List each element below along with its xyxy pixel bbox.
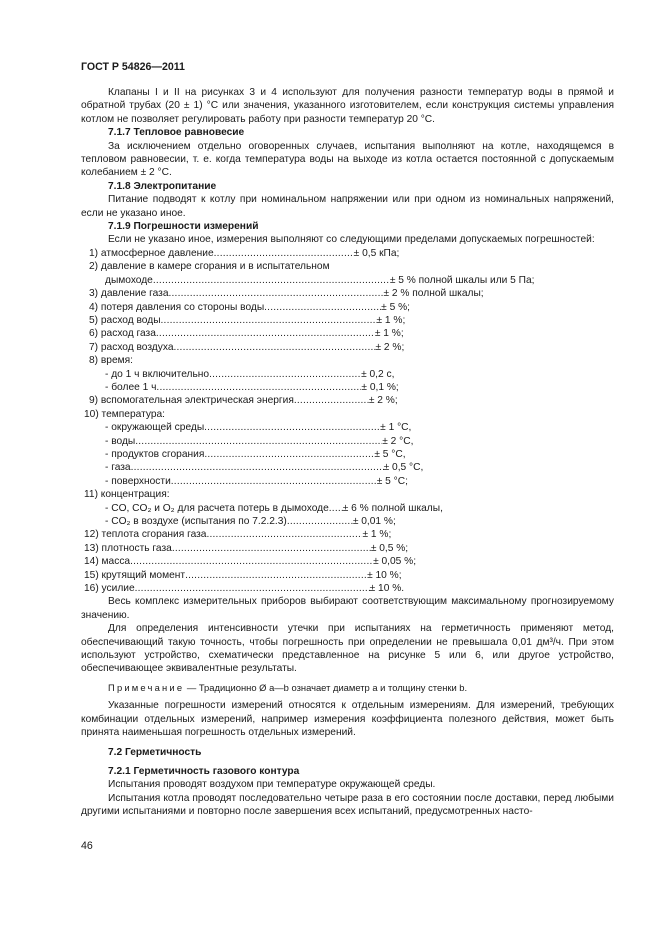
measurement-item — [81, 287, 614, 300]
dot-leader — [156, 327, 375, 340]
measurement-item — [81, 247, 614, 260]
measurement-label: 12) теплота сгорания газа — [84, 529, 207, 541]
measurement-label: 1) атмосферное давление — [89, 247, 214, 259]
dot-leader — [156, 381, 361, 394]
measurement-value: ± 1 °С, — [380, 422, 412, 434]
measurement-value: ± 2 °С, — [382, 435, 414, 447]
dot-leader — [168, 287, 383, 300]
measurement-label: - до 1 ч включительно — [105, 368, 210, 380]
measurement-value: ± 1 %; — [374, 328, 404, 340]
measurement-value: ± 0,5 °С, — [383, 462, 424, 474]
measurement-value: ± 1 %; — [376, 314, 406, 326]
dot-leader — [153, 274, 390, 287]
measurement-item — [81, 542, 614, 555]
dot-leader — [206, 528, 362, 541]
measurement-value: ± 10 %. — [369, 583, 405, 595]
measurement-value: ± 0,1 %; — [361, 381, 399, 393]
dot-leader — [161, 314, 377, 327]
heading-7-1-8: 7.1.8 Электропитание — [108, 180, 217, 192]
measurement-label: - более 1 ч — [105, 381, 157, 393]
measurement-item — [81, 461, 614, 474]
measurement-item — [81, 314, 614, 327]
measurement-label: 14) масса — [84, 556, 131, 568]
measurement-value: ± 0,05 %; — [373, 556, 417, 568]
measurement-list — [81, 247, 614, 596]
dot-leader — [135, 582, 370, 595]
measurement-label: 10) температура: — [84, 408, 165, 420]
measurement-label: - поверхности — [105, 475, 171, 487]
measurement-item — [81, 341, 614, 354]
measurement-label: 15) крутящий момент — [84, 569, 186, 581]
measurement-label: - воды — [105, 435, 136, 447]
measurement-label: 6) расход газа — [89, 328, 156, 340]
measurement-value: ± 0,2 с, — [361, 368, 395, 380]
measurement-value: ± 0,5 %; — [370, 542, 409, 554]
dot-leader — [287, 515, 353, 528]
measurement-label: 9) вспомогательная электрическая энергия — [89, 395, 294, 407]
dot-leader — [204, 448, 374, 461]
measurement-value: ± 2 % полной шкалы; — [383, 288, 484, 300]
dot-leader — [171, 475, 377, 488]
measurement-value: ± 2 %; — [368, 395, 398, 407]
measurement-label: 8) время: — [89, 355, 133, 367]
document-header: ГОСТ Р 54826—2011 — [81, 61, 185, 73]
dot-leader — [172, 542, 371, 555]
dot-leader — [264, 301, 381, 314]
measurement-item — [81, 327, 614, 340]
heading-7-1-7: 7.1.7 Тепловое равновесие — [108, 127, 245, 139]
heading-7-1-9: 7.1.9 Погрешности измерений — [108, 221, 259, 233]
measurement-item — [81, 368, 614, 381]
measurement-label: 2) давление в камере сгорания и в испытательном — [89, 261, 330, 273]
page-content — [81, 86, 614, 819]
measurement-label: 5) расход воды — [89, 314, 161, 326]
measurement-label: - продуктов сгорания — [105, 448, 205, 460]
measurement-item — [81, 260, 614, 273]
dot-leader — [135, 435, 382, 448]
measurement-value: ± 5 °С; — [376, 475, 408, 487]
measurement-item — [81, 488, 614, 501]
dot-leader — [204, 421, 380, 434]
dot-leader — [214, 247, 354, 260]
measurement-value: ± 5 %; — [381, 301, 410, 313]
measurement-item — [81, 408, 614, 421]
measurement-value: ± 0,01 %; — [352, 516, 396, 527]
measurement-item — [81, 274, 614, 287]
measurement-item — [81, 475, 614, 488]
measurement-item — [81, 569, 614, 582]
measurement-label: - CO₂ в воздухе (испытания по 7.2.2.3) — [105, 516, 287, 527]
dot-leader — [131, 461, 384, 474]
dot-leader — [209, 368, 361, 381]
measurement-item — [81, 448, 614, 461]
measurement-value: ± 6 % полной шкалы, — [342, 502, 443, 514]
measurement-item — [81, 515, 614, 528]
measurement-label: 13) плотность газа — [84, 542, 172, 554]
measurement-value: ± 5 % полной шкалы или 5 Па; — [389, 274, 535, 286]
paragraph-leak-test: Для определения интенсивности утечки при испытаниях на герметичность применяют метод, обеспечивающий такую точность, чтобы погрешность при определении не превышала 0,01 дм³/ч. При этом используют устройство, схематически представленное на рисунке 5 или 6, или другое устройство, обеспечивающее эквивалентные результаты. — [81, 623, 614, 675]
paragraph-measurement-errors: Если не указано иное, измерения выполняют со следующими пределами допускаемых погрешностей: — [108, 234, 595, 246]
measurement-item — [81, 394, 614, 407]
measurement-value: ± 2 %; — [375, 341, 405, 353]
dot-leader — [329, 502, 343, 515]
heading-7-2-1: 7.2.1 Герметичность газового контура — [108, 765, 300, 777]
page-number: 46 — [81, 840, 93, 852]
measurement-label: - газа — [105, 462, 131, 474]
measurement-item — [81, 354, 614, 367]
measurement-label: 7) расход воздуха — [89, 341, 174, 353]
measurement-label: - окружающей среды — [105, 422, 205, 434]
measurement-label: 4) потеря давления со стороны воды — [89, 301, 265, 313]
paragraph-air-test: Испытания проводят воздухом при температуре окружающей среды. — [108, 779, 436, 791]
dot-leader — [294, 394, 369, 407]
measurement-item — [81, 435, 614, 448]
note-label: Примечание — [108, 681, 185, 693]
dot-leader — [174, 341, 376, 354]
measurement-label: - CO, CO₂ и O₂ для расчета потерь в дымоходе — [105, 502, 329, 514]
paragraph-instruments: Весь комплекс измерительных приборов выбирают соответствующим максимальному прогнозируемому значению. — [81, 596, 614, 621]
measurement-item — [81, 421, 614, 434]
dot-leader — [130, 555, 373, 568]
dot-leader — [185, 569, 367, 582]
measurement-label: 11) концентрация: — [84, 489, 170, 501]
measurement-value: ± 5 °С, — [374, 448, 406, 460]
measurement-value: ± 1 %; — [362, 529, 392, 541]
measurement-item — [81, 502, 614, 515]
measurement-item — [81, 381, 614, 394]
measurement-value: ± 0,5 кПа; — [353, 247, 400, 259]
paragraph-valves: Клапаны I и II на рисунках 3 и 4 используют для получения разности температур воды в прямой и обратной трубах (20 ± 1) °С или значения, указанного изготовителем, если конструкция системы управления котлом не позволяет регулировать работу при разности температур 20 °С. — [81, 87, 614, 125]
paragraph-individual-errors: Указанные погрешности измерений относятся к отдельным измерениям. Для измерений, требующих комбинации отдельных измерений, например измерения коэффициента полезного действия, может быть принята наименьшая погрешность отдельных измерений. — [81, 700, 614, 739]
note — [81, 681, 614, 694]
paragraph-power-supply: Питание подводят к котлу при номинальном напряжении или при одном из номинальных напряжений, если не указано иное. — [81, 194, 614, 219]
measurement-label: 16) усилие — [84, 583, 135, 595]
measurement-value: ± 10 %; — [367, 569, 402, 581]
note-text: — Традиционно Ø a—b означает диаметр a и толщину стенки b. — [184, 681, 468, 693]
paragraph-thermal-balance: За исключением отдельно оговоренных случаев, испытания выполняют на котле, находящемся в тепловом равновесии, т. е. когда температура воды на выходе из котла остается постоянной с допускаемым колебанием ± 2 °С. — [81, 140, 614, 179]
measurement-item — [81, 301, 614, 314]
paragraph-four-tests: Испытания котла проводят последовательно четыре раза в его состоянии после доставки, перед любыми другими испытаниями и повторно после завершения всех испытаний, предусмотренных насто- — [81, 792, 614, 818]
measurement-label: 3) давление газа — [89, 288, 169, 300]
measurement-item — [81, 582, 614, 595]
measurement-label: дымоходе — [105, 274, 153, 286]
measurement-item — [81, 555, 614, 568]
measurement-item — [81, 528, 614, 541]
heading-7-2: 7.2 Герметичность — [108, 746, 202, 758]
